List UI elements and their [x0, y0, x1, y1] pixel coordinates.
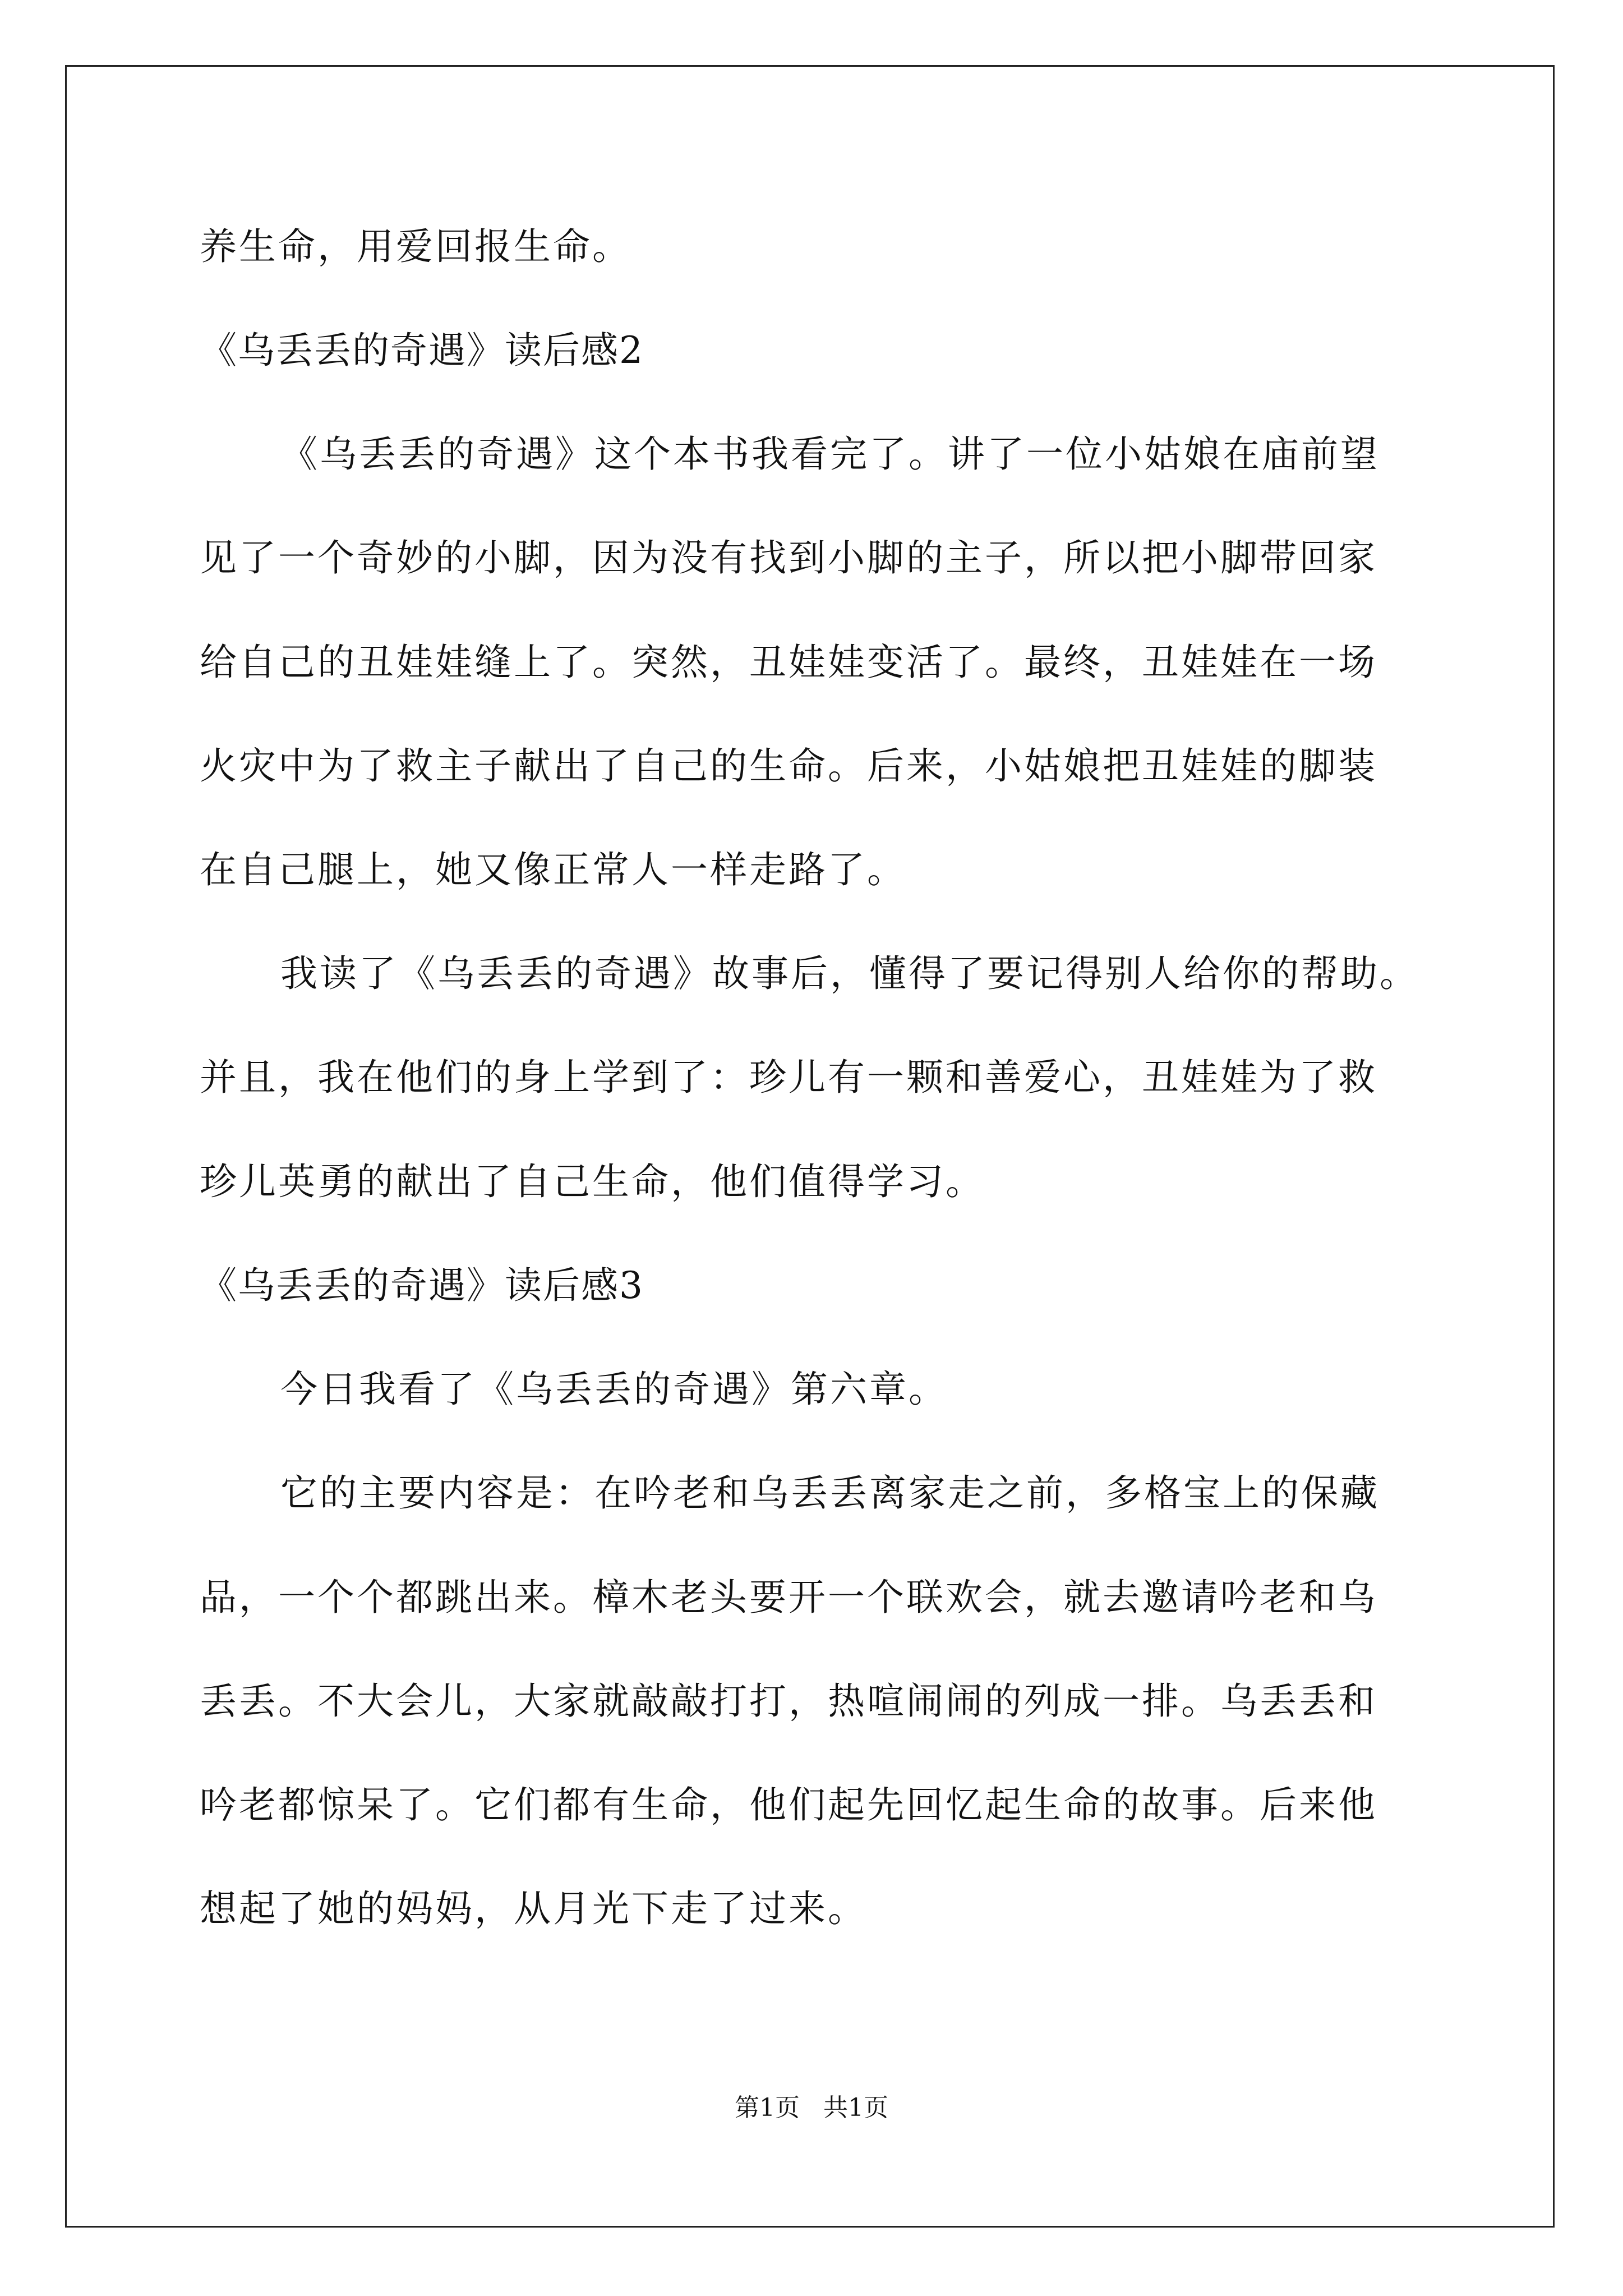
paragraph-line: 在自己腿上，她又像正常人一样走路了。	[200, 848, 906, 891]
section-heading-3: 《乌丢丢的奇遇》读后感3	[200, 1264, 644, 1307]
section-heading-2: 《乌丢丢的奇遇》读后感2	[200, 329, 644, 372]
paragraph-line: 想起了她的妈妈，从月光下走了过来。	[200, 1887, 867, 1930]
paragraph-line: 吟老都惊呆了。它们都有生命，他们起先回忆起生命的故事。后来他	[200, 1783, 1377, 1826]
paragraph-line: 见了一个奇妙的小脚，因为没有找到小脚的主子，所以把小脚带回家	[200, 536, 1377, 579]
paragraph-line: 并且，我在他们的身上学到了：珍儿有一颗和善爱心，丑娃娃为了救	[200, 1056, 1377, 1099]
page-number-footer: 第1页 共1页	[735, 2093, 888, 2122]
paragraph-line: 我读了《乌丢丢的奇遇》故事后，懂得了要记得别人给你的帮助。	[280, 952, 1419, 995]
paragraph-line: 给自己的丑娃娃缝上了。突然，丑娃娃变活了。最终，丑娃娃在一场	[200, 641, 1377, 684]
paragraph-line: 今日我看了《乌丢丢的奇遇》第六章。	[280, 1368, 948, 1411]
paragraph-line: 品，一个个都跳出来。樟木老头要开一个联欢会，就去邀请吟老和乌	[200, 1576, 1377, 1619]
paragraph-line: 它的主要内容是：在吟老和乌丢丢离家走之前，多格宝上的保藏	[280, 1471, 1380, 1515]
paragraph-line: 丢丢。不大会儿，大家就敲敲打打，热喧闹闹的列成一排。乌丢丢和	[200, 1680, 1377, 1723]
paragraph-line: 珍儿英勇的献出了自己生命，他们值得学习。	[200, 1160, 985, 1203]
paragraph-line: 《乌丢丢的奇遇》这个本书我看完了。讲了一位小姑娘在庙前望	[280, 432, 1380, 476]
paragraph-line: 火灾中为了救主子献出了自己的生命。后来，小姑娘把丑娃娃的脚装	[200, 744, 1377, 788]
paragraph-line: 养生命，用爱回报生命。	[200, 225, 631, 268]
